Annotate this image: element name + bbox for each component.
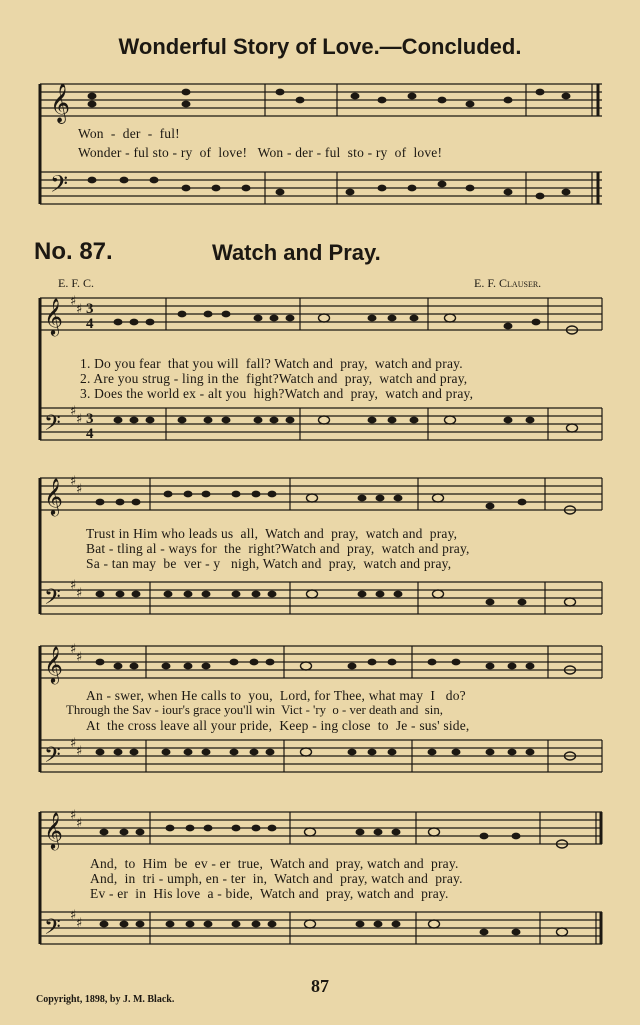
copyright-notice: Copyright, 1898, by J. M. Black. — [36, 994, 175, 1005]
hymn-number: No. 87. — [34, 238, 113, 265]
music-composer: E. F. Clauser. — [474, 276, 542, 290]
system-2-verse-1: Trust in Him who leads us all, Watch and pray, watch and pray, — [86, 526, 458, 541]
svg-text:♯: ♯ — [76, 650, 83, 665]
svg-text:𝄞: 𝄞 — [50, 83, 71, 123]
svg-text:𝄢: 𝄢 — [50, 170, 69, 203]
system-1-verse-3: 3. Does the world ex - alt you high?Watch and pray, watch and pray, — [80, 386, 474, 401]
system-1-verse-2: 2. Are you strug - ling in the fight?Watch and pray, watch and pray, — [80, 371, 468, 386]
svg-text:𝄢: 𝄢 — [44, 585, 61, 615]
svg-text:♯: ♯ — [70, 404, 77, 419]
system-3-verse-1: An - swer, when He calls to you, Lord, for Thee, what may I do? — [86, 688, 466, 703]
svg-text:4: 4 — [86, 426, 94, 442]
system-3-verse-2: Through the Sav - iour's grace you'll win Vict - 'ry o - ver death and sin, — [66, 703, 443, 717]
system-2-verse-3: Sa - tan may be ver - y nigh, Watch and pray, watch and pray, — [86, 556, 452, 571]
svg-text:3: 3 — [86, 411, 94, 427]
system-3-verse-3: At the cross leave all your pride, Keep - ing close to Je - sus' side, — [86, 718, 470, 733]
words-author: E. F. C. — [58, 276, 95, 290]
system-4-verse-1: And, to Him be ev - er true, Watch and pray, watch and pray. — [90, 856, 459, 871]
system-1-verse-1: 1. Do you fear that you will fall? Watch and pray, watch and pray. — [80, 356, 463, 371]
svg-text:4: 4 — [86, 316, 94, 332]
svg-text:♯: ♯ — [76, 482, 83, 497]
svg-text:♯: ♯ — [76, 302, 83, 317]
svg-text:♯: ♯ — [76, 412, 83, 427]
svg-text:♯: ♯ — [70, 736, 77, 751]
svg-text:𝄞: 𝄞 — [44, 477, 63, 515]
svg-text:𝄢: 𝄢 — [44, 411, 61, 441]
svg-text:♯: ♯ — [76, 816, 83, 831]
svg-text:♯: ♯ — [70, 474, 77, 489]
svg-text:3: 3 — [86, 301, 94, 317]
svg-text:♯: ♯ — [70, 642, 77, 657]
system-4-verse-3: Ev - er in His love a - bide, Watch and pray, watch and pray. — [90, 886, 449, 901]
svg-text:𝄞: 𝄞 — [44, 645, 63, 683]
svg-text:♯: ♯ — [76, 744, 83, 759]
system-2-verse-2: Bat - tling al - ways for the right?Watch and pray, watch and pray, — [86, 541, 470, 556]
continued-lyric-line-2: Wonder - ful sto - ry of love! Won - der - ful sto - ry of love! — [78, 145, 443, 160]
svg-text:𝄞: 𝄞 — [44, 297, 63, 335]
continued-lyric-line-1: Won - der - ful! — [78, 126, 180, 141]
svg-text:♯: ♯ — [70, 808, 77, 823]
svg-text:𝄢: 𝄢 — [44, 743, 61, 773]
svg-text:♯: ♯ — [76, 916, 83, 931]
page-number: 87 — [311, 976, 329, 996]
svg-text:♯: ♯ — [70, 294, 77, 309]
svg-text:♯: ♯ — [76, 586, 83, 601]
svg-text:𝄢: 𝄢 — [44, 915, 61, 945]
svg-text:♯: ♯ — [70, 578, 77, 593]
continued-hymn-title: Wonderful Story of Love.—Concluded. — [118, 34, 522, 59]
svg-text:♯: ♯ — [70, 908, 77, 923]
system-4-verse-2: And, in tri - umph, en - ter in, Watch and pray, watch and pray. — [90, 871, 463, 886]
hymn-title: Watch and Pray. — [212, 240, 381, 265]
svg-text:𝄞: 𝄞 — [44, 811, 63, 849]
